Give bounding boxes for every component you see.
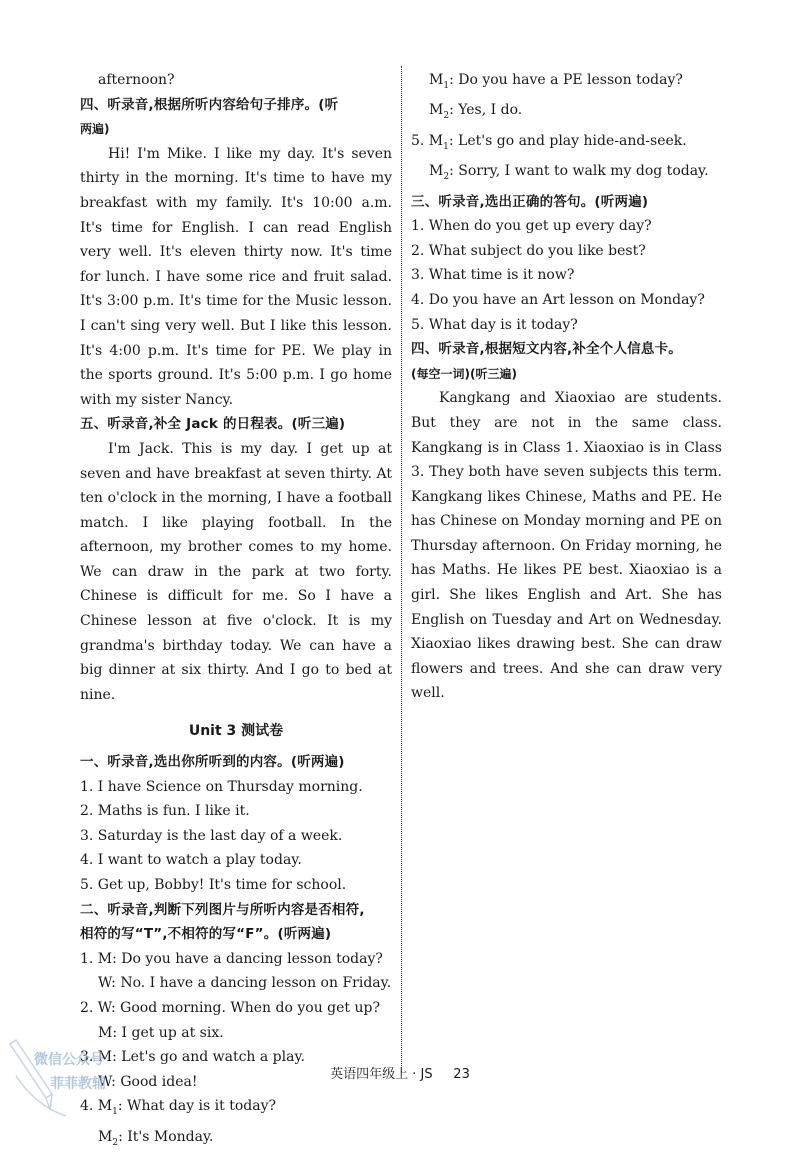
book-label: 英语四年级上 · JS	[330, 1067, 433, 1082]
passage-mike: Hi! I'm Mike. I like my day. It's seven thirty in the morning. It's time to have my breakfast with my family. It's 10:00 a.m. It's time for English. I can read English very well. It's eleven thirty now. It's time for lunch. I have some rice and fruit salad. It's 3:00 p.m. It's time for the Music lesson. I can't sing very well. But I like this lesson. It's 4:00 p.m. It's time for PE. We play in the sports ground. It's 5:00 p.m. I go home with my sister Nancy.	[80, 145, 392, 408]
dialogue-line: W: No. I have a dancing lesson on Friday.	[98, 975, 392, 992]
dialogue-line: $M_2$: It's Monday.	[98, 1128, 214, 1148]
section-4-heading: 四、听录音,根据所听内容给句子排序。(听	[80, 96, 339, 113]
column-divider	[401, 66, 402, 1072]
dialogue-line: $M_2$: Yes, I do.	[429, 102, 523, 122]
list-item: 2. What subject do you like best?	[411, 242, 646, 259]
section-4-heading-cont: 两遍)	[80, 122, 110, 137]
dialogue-line: 3. M: Let's go and watch a play.	[80, 1049, 305, 1066]
section-4-heading: 四、听录音,根据短文内容,补全个人信息卡。	[411, 341, 682, 358]
right-column	[411, 68, 722, 706]
dialogue-line: 1. M: Do you have a dancing lesson today?	[80, 950, 383, 967]
text-line: afternoon?	[98, 72, 175, 88]
unit-section-2-heading-cont: 相符的写“T”,不相符的写“F”。(听两遍)	[80, 926, 332, 943]
list-item: 2. Maths is fun. I like it.	[80, 803, 250, 820]
list-item: 3. Saturday is the last day of a week.	[80, 827, 343, 844]
dialogue-line: 2. W: Good morning. When do you get up?	[80, 999, 380, 1016]
list-item: 1. When do you get up every day?	[411, 218, 652, 235]
watermark-line-1: 微信公众号	[34, 1052, 104, 1068]
watermark	[6, 1036, 136, 1126]
passage-jack: I'm Jack. This is my day. I get up at seven and have breakfast at seven thirty. At ten o'clock in the morning, I have a football match. I like playing football. In the afternoon, my brother comes to my home. We can draw in the park at two forty. Chinese is difficult for me. So I have a Chinese lesson at five o'clock. It is my grandma's birthday today. We can have a big dinner at six thirty. And I go to bed at nine.	[80, 440, 392, 703]
unit-section-2-heading: 二、听录音,判断下列图片与所听内容是否相符,	[80, 901, 365, 918]
dialogue-line: $M_2$: Sorry, I want to walk my dog today.	[429, 163, 709, 182]
dialogue-line: 4. $M_1$: What day is it today?	[80, 1098, 276, 1118]
list-item: 4. I want to watch a play today.	[80, 852, 302, 869]
passage-kangkang: Kangkang and Xiaoxiao are students. But they are not in the same class. Kangkang is in Class 1. Xiaoxiao is in Class 3. They both have seven subjects this term. Kangkang likes Chinese, Maths and PE. He has Chinese on Monday morning and PE on Thursday afternoon. On Friday morning, he has Maths. He likes PE best. Xiaoxiao is a girl. She likes English and Art. She has English on Tuesday and Art on Wednesday. Xiaoxiao likes drawing best. She can draw flowers and trees. And she can draw very well.	[411, 390, 722, 702]
unit-section-1-heading: 一、听录音,选出你所听到的内容。(听两遍)	[80, 754, 345, 771]
list-item: 5. Get up, Bobby! It's time for school.	[80, 877, 347, 893]
section-4-heading-cont: (每空一词)(听三遍)	[411, 366, 517, 381]
dialogue-line: $M_1$: Do you have a PE lesson today?	[429, 72, 683, 91]
section-5-heading: 五、听录音,补全 Jack 的日程表。(听三遍)	[80, 416, 346, 433]
dialogue-line: W: Good idea!	[98, 1073, 198, 1090]
list-item: 3. What time is it now?	[411, 267, 575, 284]
dialogue-line: 5. $M_1$: Let's go and play hide-and-seek.	[411, 132, 687, 152]
left-column	[80, 68, 392, 1155]
unit-title: Unit 3 测试卷	[188, 723, 284, 740]
list-item: 1. I have Science on Thursday morning.	[80, 778, 363, 795]
page-number: 23	[453, 1067, 470, 1082]
watermark-line-2: 菲菲教辅	[50, 1076, 106, 1092]
list-item: 4. Do you have an Art lesson on Monday?	[411, 291, 705, 308]
dialogue-line: M: I get up at six.	[98, 1024, 224, 1041]
list-item: 5. What day is it today?	[411, 316, 578, 333]
section-3-heading: 三、听录音,选出正确的答句。(听两遍)	[411, 193, 649, 210]
